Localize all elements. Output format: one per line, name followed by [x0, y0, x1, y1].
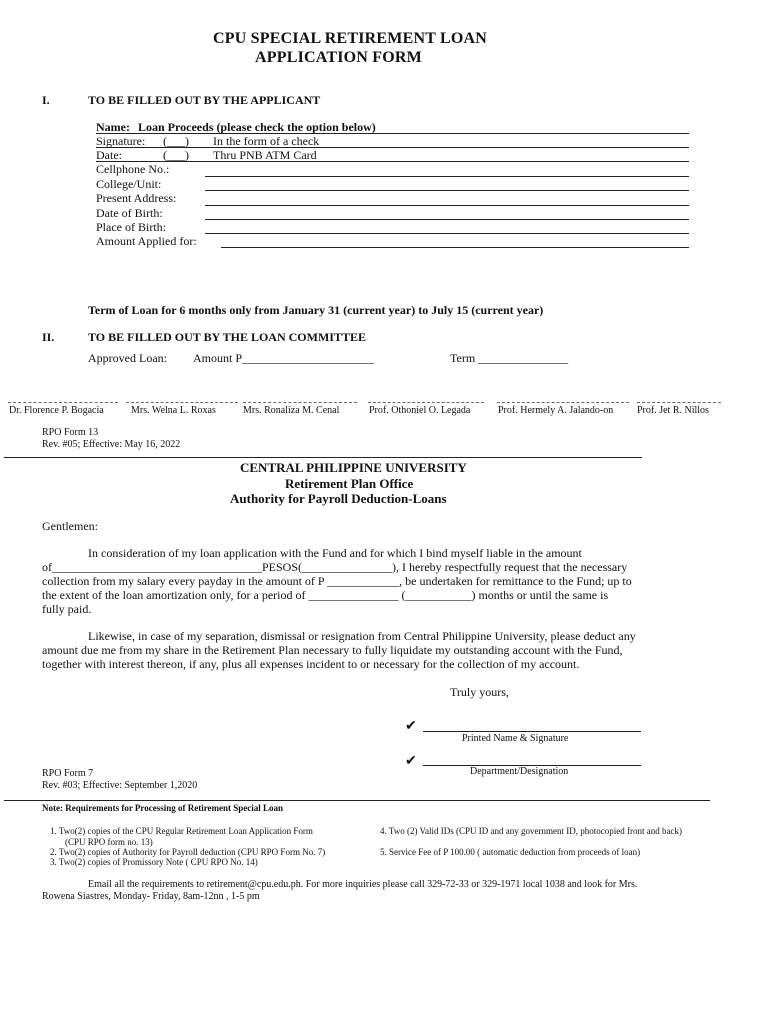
para2-line2: amount due me from my share in the Retirement Plan necessary to fully liquidate my outstanding account with the Fund, — [42, 643, 623, 657]
section2-heading: TO BE FILLED OUT BY THE LOAN COMMITTEE — [88, 330, 366, 344]
committee-member-2: Mrs. Welna L. Roxas — [131, 405, 216, 416]
option-check-label: In the form of a check — [213, 134, 320, 148]
loan-proceeds-label: Loan Proceeds (please check the option below) — [138, 120, 376, 134]
authority-title: Authority for Payroll Deduction-Loans — [230, 491, 447, 506]
committee-line-5[interactable] — [497, 402, 629, 403]
name-label: Name: — [96, 120, 130, 134]
birthplace-line[interactable] — [205, 233, 689, 234]
form7-code: RPO Form 7 — [42, 768, 94, 779]
para1-line5: fully paid. — [42, 602, 92, 616]
check-mark-icon-2: ✔ — [405, 754, 417, 769]
date-label: Date: — [96, 148, 122, 162]
cellphone-line[interactable] — [205, 176, 689, 177]
term-note: Term of Loan for 6 months only from January 31 (current year) to July 15 (current year) — [88, 303, 544, 317]
check-mark-icon: ✔ — [405, 719, 417, 734]
date-line[interactable] — [96, 161, 689, 162]
committee-line-1[interactable] — [8, 402, 118, 403]
option-atm-label: Thru PNB ATM Card — [213, 148, 317, 162]
committee-member-3: Mrs. Ronaliza M. Cenal — [243, 405, 340, 416]
committee-line-2[interactable] — [126, 402, 238, 403]
signature-label: Signature: — [96, 134, 146, 148]
section1-number: I. — [42, 93, 50, 107]
section1-heading: TO BE FILLED OUT BY THE APPLICANT — [88, 93, 321, 107]
note-title: Note: Requirements for Processing of Retirement Special Loan — [42, 803, 284, 813]
birthdate-line[interactable] — [205, 219, 689, 220]
greeting: Gentlemen: — [42, 519, 98, 533]
para2-line3: together with interest thereon, if any, plus all expenses incident to or necessary for the collection of my account. — [42, 657, 580, 671]
page-divider — [4, 457, 642, 458]
college-line[interactable] — [205, 190, 689, 191]
committee-member-5: Prof. Hermely A. Jalando-on — [498, 405, 614, 416]
committee-member-4: Prof. Othoniel O. Legada — [369, 405, 471, 416]
committee-member-1: Dr. Florence P. Bogacia — [9, 405, 104, 416]
address-line[interactable] — [205, 205, 689, 206]
committee-line-4[interactable] — [368, 402, 484, 403]
approved-amount-field[interactable]: Amount P______________________ — [193, 351, 375, 365]
form-title-line2: APPLICATION FORM — [255, 49, 422, 66]
para1-line1: In consideration of my loan application with the Fund and for which I bind myself liable in the amount — [88, 546, 582, 560]
email-instructions-line1: Email all the requirements to retirement@cpu.edu.ph. For more inquiries please call 329-72-33 or 329-1971 local 1038 and look for Mrs. — [88, 879, 638, 890]
form13-code: RPO Form 13 — [42, 427, 99, 438]
committee-line-3[interactable] — [243, 402, 357, 403]
para1-line2: of___________________________________PESOS(_______________), I hereby respectfully request that the necessary — [42, 560, 628, 574]
option-atm-box[interactable]: (___) — [163, 148, 189, 162]
signature-name-line[interactable] — [423, 731, 641, 732]
requirement-2: 2. Two(2) copies of Authority for Payroll deduction (CPU RPO Form No. 7) — [50, 847, 326, 857]
amount-label: Amount Applied for: — [96, 234, 197, 248]
email-instructions-line2: Rowena Siastres, Monday- Friday, 8am-12nn , 1-5 pm — [42, 891, 260, 902]
birthplace-label: Place of Birth: — [96, 220, 166, 234]
requirement-1b: (CPU RPO form no. 13) — [65, 837, 153, 847]
requirement-3: 3. Two(2) copies of Promissory Note ( CPU RPO No. 14) — [50, 857, 258, 867]
printed-name-label: Printed Name & Signature — [462, 733, 569, 744]
option-check-box[interactable]: (___) — [163, 134, 189, 148]
approved-term-field[interactable]: Term _______________ — [450, 351, 569, 365]
requirement-1: 1. Two(2) copies of the CPU Regular Retirement Loan Application Form — [50, 826, 313, 836]
form7-rev: Rev. #03; Effective: September 1,2020 — [42, 780, 198, 791]
note-divider — [4, 800, 710, 801]
birthdate-label: Date of Birth: — [96, 206, 163, 220]
office-name: Retirement Plan Office — [285, 476, 414, 491]
para1-line4: the extent of the loan amortization only, for a period of _______________ (___________) months or until the same is — [42, 588, 609, 602]
section2-number: II. — [42, 330, 55, 344]
amount-line[interactable] — [221, 247, 689, 248]
closing: Truly yours, — [450, 685, 509, 699]
committee-line-6[interactable] — [637, 402, 721, 403]
form13-rev: Rev. #05; Effective: May 16, 2022 — [42, 439, 181, 450]
requirement-5: 5. Service Fee of P 100.00 ( automatic deduction from proceeds of loan) — [380, 847, 641, 857]
cellphone-label: Cellphone No.: — [96, 162, 170, 176]
department-label: Department/Designation — [470, 766, 569, 777]
university-name: CENTRAL PHILIPPINE UNIVERSITY — [240, 460, 467, 475]
para1-line3: collection from my salary every payday in the amount of P ____________, be undertaken for remittance to the Fund; up to — [42, 574, 632, 588]
para2-line1: Likewise, in case of my separation, dismissal or resignation from Central Philippine University, please deduct any — [88, 629, 636, 643]
approved-loan-label: Approved Loan: — [88, 351, 167, 365]
college-label: College/Unit: — [96, 177, 162, 191]
form-title-line1: CPU SPECIAL RETIREMENT LOAN — [213, 30, 488, 47]
requirement-4: 4. Two (2) Valid IDs (CPU ID and any government ID, photocopied front and back) — [380, 826, 682, 836]
committee-member-6: Prof. Jet R. Nillos — [637, 405, 709, 416]
address-label: Present Address: — [96, 191, 177, 205]
